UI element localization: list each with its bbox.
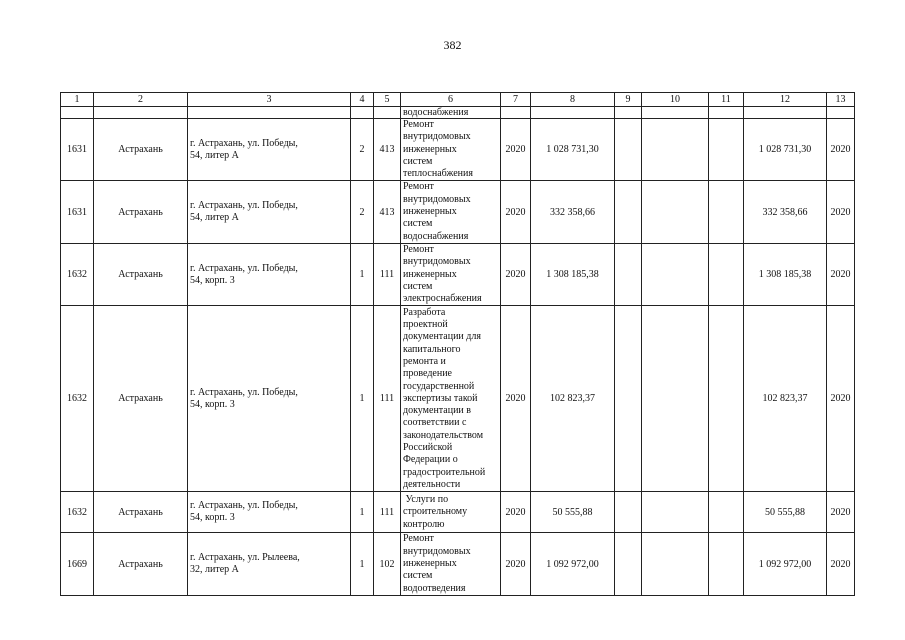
completion-year: 2020 [827, 492, 855, 533]
header-col-13: 13 [827, 93, 855, 107]
header-col-9: 9 [615, 93, 642, 107]
description-line: систем [403, 218, 433, 230]
row-number: 1632 [61, 243, 94, 305]
description-line: систем [403, 280, 433, 292]
description-line: капитального [403, 343, 461, 355]
col-5: 111 [374, 492, 401, 533]
continuation-description: водоснабжения [401, 107, 501, 119]
description-line: контролю [403, 518, 445, 530]
page-number: 382 [443, 38, 462, 52]
col-11 [709, 181, 744, 243]
header-col-10: 10 [642, 93, 709, 107]
col-9 [615, 533, 642, 595]
col-9 [615, 306, 642, 492]
completion-year: 2020 [827, 306, 855, 492]
amount: 50 555,88 [531, 492, 615, 533]
table-row [61, 243, 855, 305]
year: 2020 [501, 119, 531, 181]
total-amount: 1 308 185,38 [744, 243, 827, 305]
work-description [401, 306, 501, 492]
amount: 1 092 972,00 [531, 533, 615, 595]
description-line: проектной [403, 319, 448, 331]
description-line: инженерных [403, 558, 457, 570]
description-line: внутридомовых [403, 131, 471, 143]
row-number: 1631 [61, 181, 94, 243]
description-line: Ремонт [403, 119, 434, 130]
table-row [61, 492, 855, 533]
description-line: Ремонт [403, 533, 434, 545]
col-10 [642, 306, 709, 492]
description-line: ремонта и [403, 355, 446, 367]
amount: 102 823,37 [531, 306, 615, 492]
description-line: Разработа [403, 306, 446, 318]
city: Астрахань [94, 181, 188, 243]
total-amount: 102 823,37 [744, 306, 827, 492]
description-line: соответствии с [403, 417, 467, 429]
header-col-6: 6 [401, 93, 501, 107]
col-9 [615, 243, 642, 305]
col-11 [709, 243, 744, 305]
year: 2020 [501, 492, 531, 533]
description-line: документации в [403, 405, 471, 417]
col-11 [709, 306, 744, 492]
amount: 1 028 731,30 [531, 119, 615, 181]
header-col-8: 8 [531, 93, 615, 107]
col-5: 413 [374, 181, 401, 243]
description-line: строительному [403, 506, 468, 518]
completion-year: 2020 [827, 533, 855, 595]
table-row [61, 306, 855, 492]
description-line: теплоснабжения [403, 168, 473, 180]
table-row [61, 119, 855, 181]
col-10 [642, 181, 709, 243]
total-amount: 332 358,66 [744, 181, 827, 243]
year: 2020 [501, 533, 531, 595]
description-line: инженерных [403, 268, 457, 280]
description-line: Российской [403, 441, 453, 453]
address [188, 243, 351, 305]
col-11 [709, 492, 744, 533]
header-col-5: 5 [374, 93, 401, 107]
col-5: 413 [374, 119, 401, 181]
total-amount: 1 028 731,30 [744, 119, 827, 181]
address-line: 54, литер А [190, 149, 239, 161]
description-line: водоснабжения [403, 230, 469, 242]
address-line: г. Астрахань, ул. Победы, [190, 137, 298, 149]
col-4: 1 [351, 243, 374, 305]
col-5: 111 [374, 306, 401, 492]
total-amount: 50 555,88 [744, 492, 827, 533]
address-line: 54, корп. 3 [190, 512, 235, 524]
address-line: 54, корп. 3 [190, 274, 235, 286]
header-col-12: 12 [744, 93, 827, 107]
address-line: г. Астрахань, ул. Победы, [190, 200, 298, 212]
col-9 [615, 181, 642, 243]
total-amount: 1 092 972,00 [744, 533, 827, 595]
year: 2020 [501, 181, 531, 243]
col-10 [642, 492, 709, 533]
row-number: 1632 [61, 492, 94, 533]
city: Астрахань [94, 243, 188, 305]
address-line: г. Астрахань, ул. Победы, [190, 262, 298, 274]
work-description [401, 492, 501, 533]
header-col-4: 4 [351, 93, 374, 107]
description-line: документации для [403, 331, 481, 343]
col-9 [615, 119, 642, 181]
header-col-11: 11 [709, 93, 744, 107]
col-11 [709, 533, 744, 595]
col-9 [615, 492, 642, 533]
amount: 332 358,66 [531, 181, 615, 243]
col-11 [709, 119, 744, 181]
year: 2020 [501, 306, 531, 492]
description-line: проведение [403, 368, 452, 380]
col-4: 2 [351, 181, 374, 243]
description-line: водоотведения [403, 582, 466, 594]
description-line: Услуги по [403, 494, 449, 505]
description-line: государственной [403, 380, 475, 392]
row-number: 1669 [61, 533, 94, 595]
col-10 [642, 119, 709, 181]
amount: 1 308 185,38 [531, 243, 615, 305]
description-line: экспертизы такой [403, 392, 478, 404]
header-col-1: 1 [61, 93, 94, 107]
address-line: 32, литер А [190, 564, 239, 576]
city: Астрахань [94, 119, 188, 181]
col-4: 1 [351, 492, 374, 533]
col-4: 1 [351, 533, 374, 595]
description-line: градостроительной [403, 466, 486, 478]
register-table [60, 92, 855, 596]
address [188, 533, 351, 595]
address-line: 54, корп. 3 [190, 398, 235, 410]
completion-year: 2020 [827, 243, 855, 305]
col-4: 2 [351, 119, 374, 181]
description-line: внутридомовых [403, 545, 471, 557]
address-line: г. Астрахань, ул. Победы, [190, 500, 298, 512]
col-10 [642, 533, 709, 595]
address [188, 119, 351, 181]
header-row [61, 93, 855, 107]
address [188, 492, 351, 533]
address-line: г. Астрахань, ул. Победы, [190, 386, 298, 398]
completion-year: 2020 [827, 119, 855, 181]
work-description [401, 119, 501, 181]
col-4: 1 [351, 306, 374, 492]
city: Астрахань [94, 533, 188, 595]
description-line: Ремонт [403, 181, 434, 193]
description-line: Ремонт [403, 243, 434, 255]
work-description [401, 533, 501, 595]
table-row [61, 533, 855, 595]
address [188, 306, 351, 492]
city: Астрахань [94, 306, 188, 492]
completion-year: 2020 [827, 181, 855, 243]
work-description [401, 181, 501, 243]
description-line: законодательством [403, 429, 484, 441]
header-col-7: 7 [501, 93, 531, 107]
header-col-2: 2 [94, 93, 188, 107]
description-line: инженерных [403, 206, 457, 218]
description-line: деятельности [403, 478, 461, 490]
row-number: 1632 [61, 306, 94, 492]
col-10 [642, 243, 709, 305]
row-number: 1631 [61, 119, 94, 181]
header-col-3: 3 [188, 93, 351, 107]
address-line: г. Астрахань, ул. Рылеева, [190, 552, 300, 564]
description-line: внутридомовых [403, 256, 471, 268]
col-5: 111 [374, 243, 401, 305]
description-line: Федерации о [403, 454, 458, 466]
description-line: инженерных [403, 143, 457, 155]
description-line: электроснабжения [403, 293, 482, 305]
description-line: внутридомовых [403, 193, 471, 205]
work-description [401, 243, 501, 305]
year: 2020 [501, 243, 531, 305]
description-line: систем [403, 155, 433, 167]
table-row [61, 181, 855, 243]
col-5: 102 [374, 533, 401, 595]
address-line: 54, литер А [190, 212, 239, 224]
description-line: систем [403, 570, 433, 582]
address [188, 181, 351, 243]
city: Астрахань [94, 492, 188, 533]
continuation-row [61, 107, 855, 119]
